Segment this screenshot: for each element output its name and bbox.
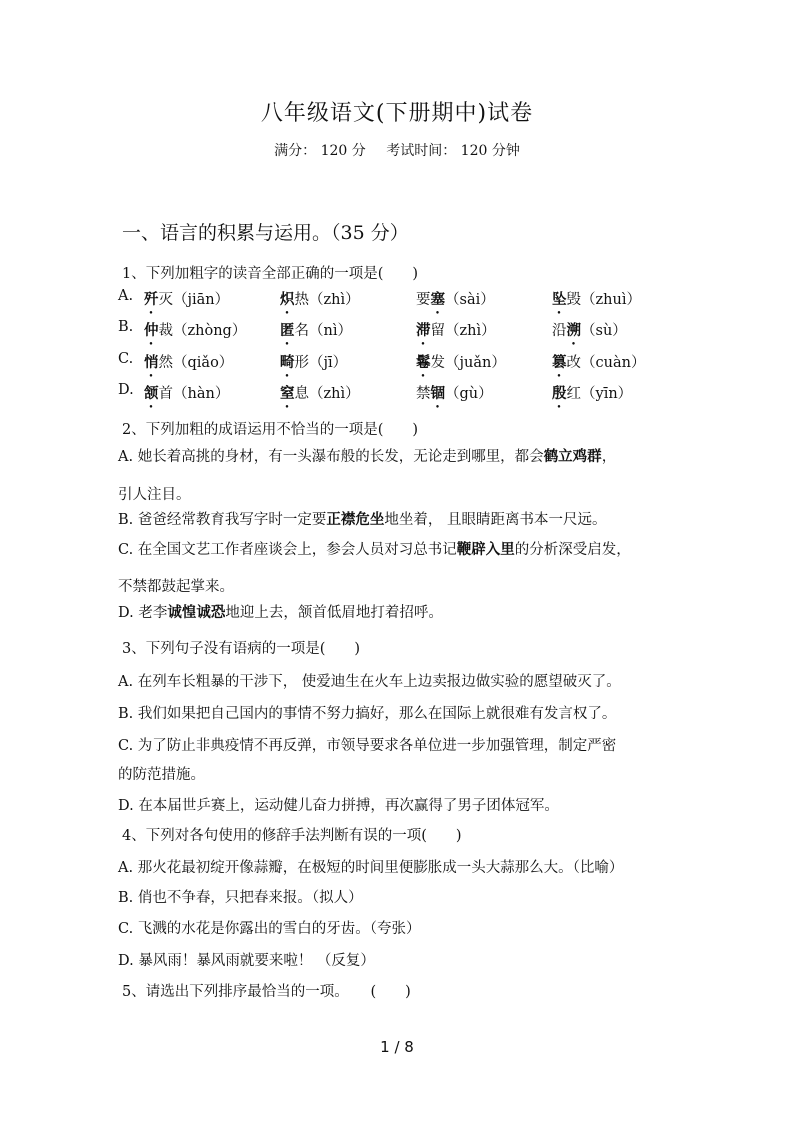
q2-option-a: A. 她长着高挑的身材，有一头瀑布般的长发，无论走到哪里，都会鹤立鸡群， (118, 448, 617, 465)
q1-row-c-opt4: 篡改（cuàn） (552, 354, 646, 371)
q1-row-b-opt1: 仲裁（zhòng） (144, 322, 247, 339)
document-title: 八年级语文(下册期中)试卷 (260, 101, 534, 126)
full-score: 满分： 120 分 (274, 143, 366, 159)
q3-option-a: A. 在列车长粗暴的干涉下， 使爱迪生在火车上边卖报边做实验的愿望破灭了。 (118, 674, 621, 690)
q1-row-a-label: A. (118, 288, 134, 304)
page-number: 1 / 8 (380, 1038, 414, 1056)
q3-option-c-cont: 的防范措施。 (118, 767, 205, 783)
q1-row-c-label: C. (118, 351, 134, 367)
q1-row-b-label: B. (118, 319, 134, 335)
q2-option-c: C. 在全国文艺工作者座谈会上，参会人员对习总书记鞭辟入里的分析深受启发， (118, 541, 631, 558)
q1-row-b-opt2: 匿名（nì） (280, 322, 352, 339)
exam-time: 考试时间： 120 分钟 (386, 143, 520, 159)
q1-stem: 1、下列加粗字的读音全部正确的一项是( ) (122, 266, 419, 282)
q1-row-d-opt3: 禁锢（gù） (416, 385, 493, 402)
q2-stem: 2、下列加粗的成语运用不恰当的一项是( ) (122, 422, 419, 438)
q1-row-b-opt4: 沿溯（sù） (552, 322, 627, 339)
q4-option-a: A. 那火花最初绽开像蒜瓣，在极短的时间里便膨胀成一头大蒜那么大。（比喻） (118, 860, 624, 876)
q1-row-d-label: D. (118, 382, 134, 398)
q4-option-d: D. 暴风雨！暴风雨就要来啦！ （反复） (118, 953, 375, 969)
q5-stem: 5、请选出下列排序最恰当的一项。 ( ) (122, 984, 411, 1000)
q2-option-a-cont: 引人注目。 (118, 487, 191, 503)
q1-row-b-opt3: 滞留（zhì） (416, 322, 496, 339)
q1-row-a-opt2: 炽热（zhì） (280, 291, 360, 308)
q1-row-c-opt3: 鬈发（juǎn） (416, 354, 506, 371)
exam-meta (0, 140, 794, 160)
section-heading: 一、语言的积累与运用。（35 分） (122, 222, 409, 244)
q1-row-a-opt1: 歼灭（jiān） (144, 291, 230, 308)
q2-option-c-cont: 不禁都鼓起掌来。 (118, 579, 234, 595)
q4-option-b: B. 俏也不争春，只把春来报。（拟人） (118, 890, 363, 906)
q2-option-d: D. 老李诚惶诚恐地迎上去，颔首低眉地打着招呼。 (118, 604, 443, 621)
q3-option-d: D. 在本届世乒赛上，运动健儿奋力拼搏，再次赢得了男子团体冠军。 (118, 798, 559, 814)
q1-row-c-opt2: 畸形（jī） (280, 354, 348, 371)
q4-option-c: C. 飞溅的水花是你露出的雪白的牙齿。（夸张） (118, 921, 421, 937)
q1-row-a-opt3: 要塞（sài） (416, 291, 495, 308)
q1-row-d-opt4: 殷红（yīn） (552, 385, 633, 402)
q1-row-d-opt1: 颔首（hàn） (144, 385, 230, 402)
q2-option-b: B. 爸爸经常教育我写字时一定要正襟危坐地坐着， 且眼睛距离书本一尺远。 (118, 511, 607, 528)
q3-option-b: B. 我们如果把自己国内的事情不努力搞好，那么在国际上就很难有发言权了。 (118, 706, 617, 722)
q3-option-c: C. 为了防止非典疫情不再反弹，市领导要求各单位进一步加强管理，制定严密 (118, 738, 617, 754)
q3-stem: 3、下列句子没有语病的一项是( ) (122, 641, 361, 657)
q1-row-a-opt4: 坠毁（zhuì） (552, 291, 641, 308)
q1-row-d-opt2: 窒息（zhì） (280, 385, 360, 402)
q4-stem: 4、下列对各句使用的修辞手法判断有误的一项( ) (122, 828, 462, 844)
q1-row-c-opt1: 悄然（qiǎo） (144, 354, 234, 371)
